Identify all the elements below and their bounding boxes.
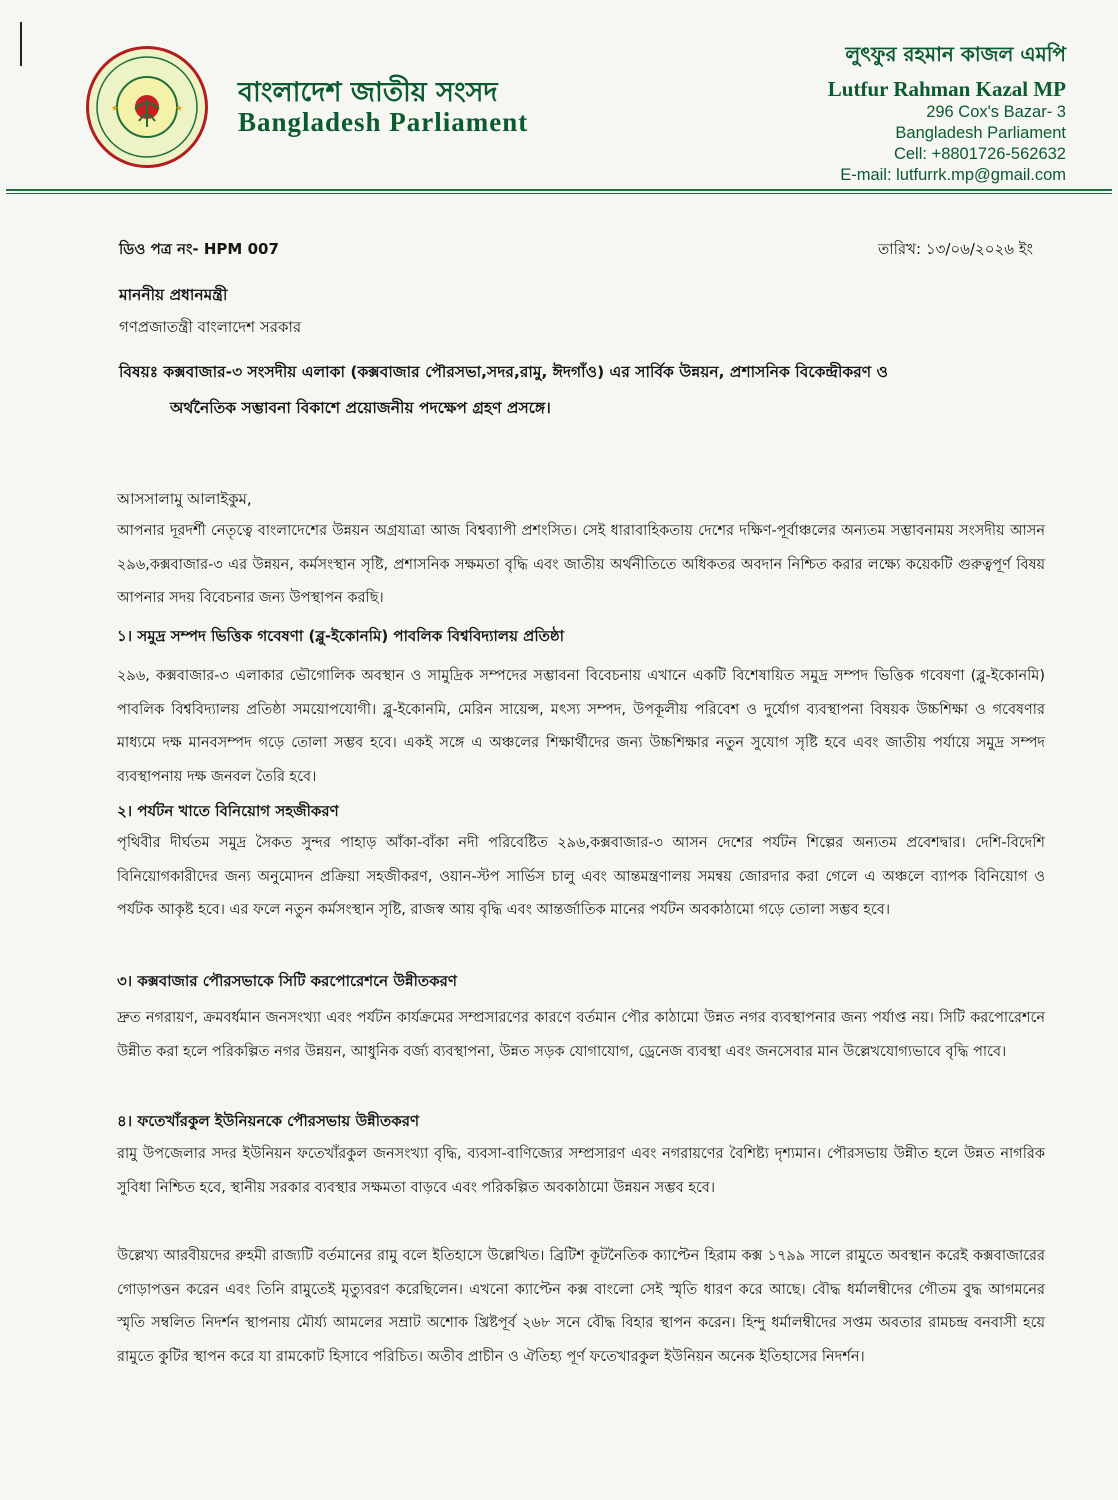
section-3-text: দ্রুত নগরায়ণ, ক্রমবর্ধমান জনসংখ্যা এবং পর্যটন কার্যক্রমের সম্প্রসারণের কারণে বর্তমান পৌর কাঠামো উন্নত নগর ব্যবস্থাপনার জন্য পর্যাপ্ত নয়। সিটি করপোরেশনে উন্নীত করা হলে পরিকল্পিত নগর উন্নয়ন, আধুনিক বর্জ্য ব্যবস্থাপনা, উন্নত সড়ক যোগাযোগ, ড্রেনেজ ব্যবস্থা এবং জনসেবার মান উল্লেখযোগ্যভাবে বৃদ্ধি পাবে। xyxy=(117,1010,1045,1060)
section-3-paragraph xyxy=(117,1002,1045,1069)
seal-emblem-icon xyxy=(89,49,205,165)
section-2-paragraph xyxy=(117,827,1045,928)
intro-text: আপনার দূরদর্শী নেতৃত্বে বাংলাদেশের উন্নয়ন অগ্রযাত্রা আজ বিশ্বব্যাপী প্রশংসিত। সেই ধারাবাহিকতায় দেশের দক্ষিণ-পূর্বাঞ্চলের অন্যতম সম্ভাবনাময় সংসদীয় আসন ২৯৬,কক্সবাজার-৩ এর উন্নয়ন, কর্মসংস্থান সৃষ্টি, প্রশাসনিক সক্ষমতা বৃদ্ধি এবং জাতীয় অর্থনীতিতে অধিকতর অবদান নিশ্চিত করার লক্ষ্যে কয়েকটি গুরুত্বপূর্ণ বিষয় আপনার সদয় বিবেচনার জন্য উপস্থাপন করছি। xyxy=(117,523,1045,606)
mp-name-english: Lutfur Rahman Kazal MP xyxy=(827,77,1066,101)
closing-paragraph xyxy=(117,1240,1045,1374)
mp-email: E-mail: lutfurrk.mp@gmail.com xyxy=(840,166,1066,184)
letter-date: তারিখ: ১৩/০৬/২০২৬ ইং xyxy=(878,240,1033,258)
section-2-text: পৃথিবীর দীর্ঘতম সমুদ্র সৈকত সুন্দর পাহাড় আঁকা-বাঁকা নদী পরিবেষ্টিত ২৯৬,কক্সবাজার-৩ আসন দেশের পর্যটন শিল্পের অন্যতম প্রবেশদ্বার। দেশি-বিদেশি বিনিয়োগকারীদের জন্য অনুমোদন প্রক্রিয়া সহজীকরণ, ওয়ান-স্টপ সার্ভিস চালু এবং আন্তমন্ত্রণালয় সমন্বয় জোরদার করা গেলে এ অঞ্চলে ব্যাপক বিনিয়োগ ও পর্যটক আকৃষ্ট হবে। এর ফলে নতুন কর্মসংস্থান সৃষ্টি, রাজস্ব আয় বৃদ্ধি এবং আন্তর্জাতিক মানের পর্যটন অবকাঠামো গড়ে তোলা সম্ভব হবে। xyxy=(117,835,1045,918)
subject-line-1: বিষয়ঃ কক্সবাজার-৩ সংসদীয় এলাকা (কক্সবাজার পৌরসভা,সদর,রামু, ঈদগাঁও) এর সার্বিক উন্নয়ন, প্রশাসনিক বিকেন্দ্রীকরণ ও xyxy=(119,363,888,381)
org-name-bangla: বাংলাদেশ জাতীয় সংসদ xyxy=(238,77,498,108)
reference-number: ডিও পত্র নং- HPM 007 xyxy=(119,240,279,258)
section-1-paragraph xyxy=(117,660,1045,794)
section-1-text: ২৯৬, কক্সবাজার-৩ এলাকার ভৌগোলিক অবস্থান ও সামুদ্রিক সম্পদের সম্ভাবনা বিবেচনায় এখানে একটি বিশেষায়িত সমুদ্র সম্পদ ভিত্তিক গবেষণা (ব্লু-ইকোনমি) পাবলিক বিশ্ববিদ্যালয় প্রতিষ্ঠা সময়োপযোগী। ব্লু-ইকোনমি, মেরিন সায়েন্স, মৎস্য সম্পদ, উপকূলীয় পরিবেশ ও দুর্যোগ ব্যবস্থাপনা বিষয়ক উচ্চশিক্ষা ও গবেষণার মাধ্যমে দক্ষ মানবসম্পদ গড়ে তোলা সম্ভব হবে। একই সঙ্গে এ অঞ্চলের শিক্ষার্থীদের জন্য উচ্চশিক্ষার নতুন সুযোগ সৃষ্টি হবে এবং জাতীয় পর্যায়ে সমুদ্র সম্পদ ব্যবস্থাপনায় দক্ষ জনবল তৈরি হবে। xyxy=(117,668,1045,785)
page-edge-mark xyxy=(20,22,22,66)
mp-constituency: 296 Cox's Bazar- 3 xyxy=(926,103,1066,121)
closing-text: উল্লেখ্য আরবীয়দের রুহমী রাজ্যটি বর্তমানের রামু বলে ইতিহাসে উল্লেখিত। ব্রিটিশ কূটনৈতিক ক্যাপ্টেন হিরাম কক্স ১৭৯৯ সালে রামুতে অবস্থান করেই কক্সবাজারের গোড়াপত্তন করেন এবং তিনি রামুতেই মৃত্যুবরণ করেছিলেন। এখনো ক্যাপ্টেন কক্স বাংলো সেই স্মৃতি ধারণ করে আছে। বৌদ্ধ ধর্মালম্বীদের গৌতম বুদ্ধ আগমনের স্মৃতি সম্বলিত নিদর্শন স্থাপনায় মৌর্য্য আমলের সম্রাট অশোক খ্রিষ্টপূর্ব ২৬৮ সনে বৌদ্ধ বিহার স্থাপন করেন। হিন্দু ধর্মালম্বীদের সপ্তম অবতার রামচন্দ্র বনবাসী হয়ে রামুতে কুটির স্থাপন করে যা রামকোট হিসাবে পরিচিত। অতীব প্রাচীন ও ঐতিহ্য পূর্ণ ফতেখারকুল ইউনিয়ন অনেক ইতিহাসের নিদর্শন। xyxy=(117,1248,1045,1365)
svg-text:★: ★ xyxy=(175,104,184,114)
mp-contact-block xyxy=(828,40,1066,186)
header-divider xyxy=(6,189,1112,191)
org-name-english: Bangladesh Parliament xyxy=(238,107,529,137)
subject-line-2: অর্থনৈতিক সম্ভাবনা বিকাশে প্রয়োজনীয় পদক্ষেপ গ্রহণ প্রসঙ্গে। xyxy=(170,399,551,417)
header-divider-thin xyxy=(6,193,1112,194)
mp-office: Bangladesh Parliament xyxy=(895,124,1066,142)
intro-paragraph xyxy=(117,515,1045,616)
mp-name-bangla: লুৎফুর রহমান কাজল এমপি xyxy=(845,42,1066,66)
section-2-heading: ২। পর্যটন খাতে বিনিয়োগ সহজীকরণ xyxy=(117,802,339,820)
section-4-heading: ৪। ফতেখাঁরকুল ইউনিয়নকে পৌরসভায় উন্নীতকরণ xyxy=(117,1112,420,1130)
section-3-heading: ৩। কক্সবাজার পৌরসভাকে সিটি করপোরেশনে উন্নীতকরণ xyxy=(117,972,457,990)
svg-text:★: ★ xyxy=(111,104,120,114)
addressee-title: মাননীয় প্রধানমন্ত্রী xyxy=(119,286,228,304)
greeting: আসসালামু আলাইকুম, xyxy=(117,490,252,508)
section-1-heading: ১। সমুদ্র সম্পদ ভিত্তিক গবেষণা (ব্লু-ইকোনমি) পাবলিক বিশ্ববিদ্যালয় প্রতিষ্ঠা xyxy=(117,627,564,645)
section-4-paragraph xyxy=(117,1138,1045,1205)
section-4-text: রামু উপজেলার সদর ইউনিয়ন ফতেখাঁরকুল জনসংখ্যা বৃদ্ধি, ব্যবসা-বাণিজ্যের সম্প্রসারণ এবং নগরায়ণের বৈশিষ্ট্য দৃশ্যমান। পৌরসভায় উন্নীত হলে উন্নত নাগরিক সুবিধা নিশ্চিত হবে, স্থানীয় সরকার ব্যবস্থার সক্ষমতা বাড়বে এবং পরিকল্পিত অবকাঠামো উন্নয়ন সম্ভব হবে। xyxy=(117,1146,1045,1196)
mp-cell: Cell: +8801726-562632 xyxy=(893,145,1066,163)
parliament-seal xyxy=(86,46,208,168)
addressee-office: গণপ্রজাতন্ত্রী বাংলাদেশ সরকার xyxy=(119,318,302,336)
